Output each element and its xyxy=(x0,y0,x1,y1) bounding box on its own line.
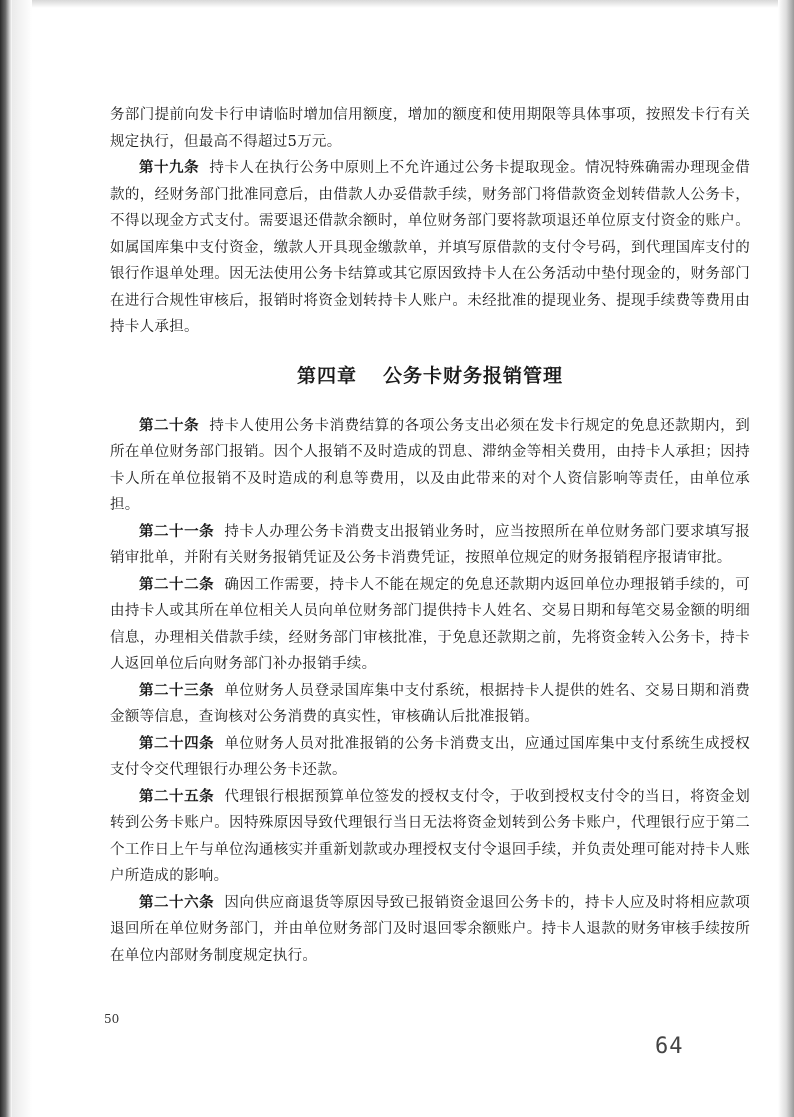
article-text: 单位财务人员登录国库集中支付系统，根据持卡人提供的姓名、交易日期和消费金额等信息，查询核对公务消费的真实性，审核确认后批准报销。 xyxy=(110,682,750,725)
document-page xyxy=(110,102,750,969)
paragraph-article-20 xyxy=(110,413,750,519)
handwritten-page-stamp: 64 xyxy=(655,1034,684,1059)
paragraph-article-23 xyxy=(110,678,750,731)
paragraph-article-25 xyxy=(110,784,750,890)
article-number: 第二十六条 xyxy=(139,893,215,911)
paragraph-article-26 xyxy=(110,890,750,970)
article-number: 第二十一条 xyxy=(139,522,215,540)
scan-shadow-left xyxy=(12,0,32,1117)
article-number: 第二十条 xyxy=(139,416,200,434)
paragraph-article-21 xyxy=(110,519,750,572)
paragraph-article-19 xyxy=(110,155,750,341)
paragraph-article-24 xyxy=(110,731,750,784)
article-text: 确因工作需要，持卡人不能在规定的免息还款期内返回单位办理报销手续的，可由持卡人或其所在单位相关人员向单位财务部门提供持卡人姓名、交易日期和每笔交易金额的明细信息，办理相关借款手续，经财务部门审核批准，于免息还款期之前，先将资金转入公务卡，持卡人返回单位后向财务部门补办报销手续。 xyxy=(110,576,750,672)
article-number: 第二十二条 xyxy=(139,575,215,593)
article-text: 持卡人办理公务卡消费支出报销业务时，应当按照所在单位财务部门要求填写报销审批单，并附有关财务报销凭证及公务卡消费凭证，按照单位规定的财务报销程序报请审批。 xyxy=(110,523,750,566)
scan-edge-top xyxy=(0,0,794,8)
scan-edge-left xyxy=(0,0,12,1117)
article-text: 持卡人使用公务卡消费结算的各项公务支出必须在发卡行规定的免息还款期内，到所在单位财务部门报销。因个人报销不及时造成的罚息、滞纳金等相关费用，由持卡人承担；因持卡人所在单位报销不及时造成的利息等费用，以及由此带来的对个人资信影响等责任，由单位承担。 xyxy=(110,417,751,513)
chapter-heading xyxy=(110,361,750,391)
article-number: 第二十三条 xyxy=(139,681,215,699)
paragraph-article-22 xyxy=(110,572,750,678)
article-text: 持卡人在执行公务中原则上不允许通过公务卡提取现金。情况特殊确需办理现金借款的，经财务部门批准同意后，由借款人办妥借款手续，财务部门将借款资金划转借款人公务卡，不得以现金方式支付。需要退还借款余额时，单位财务部门要将款项退还单位原支付资金的账户。如属国库集中支付资金，缴款人开具现金缴款单，并填写原借款的支付令号码，到代理国库支付的银行作退单处理。因无法使用公务卡结算或其它原因致持卡人在公务活动中垫付现金的，财务部门在进行合规性审核后，报销时将资金划转持卡人账户。未经批准的提现业务、提现手续费等费用由持卡人承担。 xyxy=(110,160,751,335)
article-text: 代理银行根据预算单位签发的授权支付令，于收到授权支付令的当日，将资金划转到公务卡账户。因特殊原因导致代理银行当日无法将资金划转到公务卡账户，代理银行应于第二个工作日上午与单位沟通核实并重新划款或办理授权支付令退回手续，并负责处理可能对持卡人账户所造成的影响。 xyxy=(110,788,750,884)
article-number: 第二十五条 xyxy=(139,787,215,805)
paragraph-continued xyxy=(110,102,750,155)
article-text: 务部门提前向发卡行申请临时增加信用额度，增加的额度和使用期限等具体事项，按照发卡行有关规定执行，但最高不得超过5万元。 xyxy=(110,107,750,150)
article-text: 单位财务人员对批准报销的公务卡消费支出，应通过国库集中支付系统生成授权支付令交代理银行办理公务卡还款。 xyxy=(110,735,750,778)
article-number: 第二十四条 xyxy=(139,734,215,752)
scan-edge-right xyxy=(778,0,794,1117)
chapter-number: 第四章 xyxy=(296,364,357,387)
chapter-title: 公务卡财务报销管理 xyxy=(383,364,564,387)
page-number: 50 xyxy=(104,1012,120,1026)
article-text: 因向供应商退货等原因导致已报销资金退回公务卡的，持卡人应及时将相应款项退回所在单位财务部门，并由单位财务部门及时退回零余额账户。持卡人退款的财务审核手续按所在单位内部财务制度规定执行。 xyxy=(110,894,750,964)
article-number: 第十九条 xyxy=(139,159,200,176)
